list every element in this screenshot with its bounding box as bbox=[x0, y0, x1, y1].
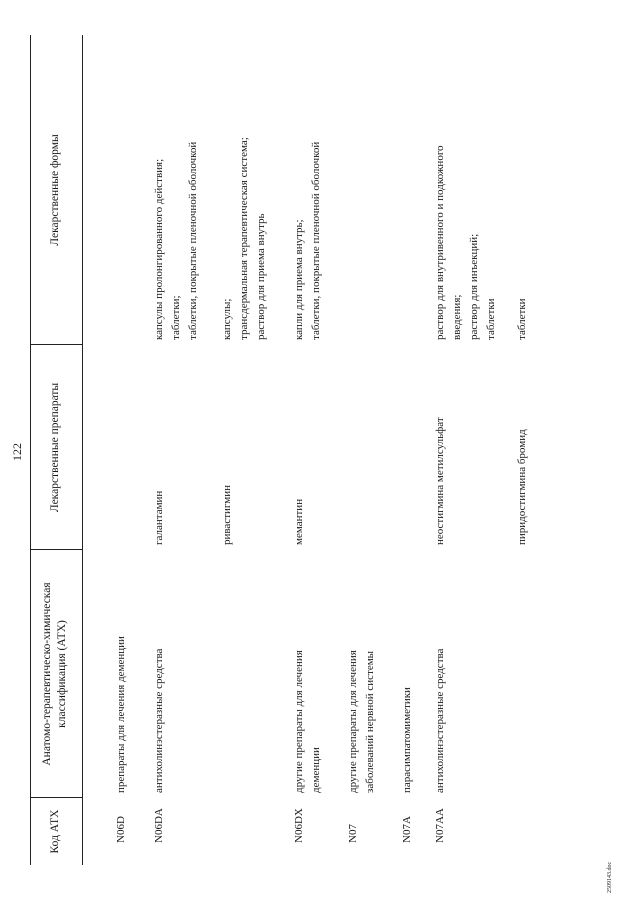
footer-doc-reference: 2509143.doc bbox=[607, 861, 613, 893]
row-code: N07A bbox=[401, 816, 413, 843]
row-drug: галантамин bbox=[153, 490, 165, 545]
row-atc: заболеваний нервной системы bbox=[364, 650, 376, 793]
row-form: капли для приема внутрь; bbox=[293, 219, 305, 340]
row-code: N06D bbox=[115, 816, 127, 843]
row-drug: ривастигмин bbox=[221, 485, 233, 545]
header-forms: Лекарственные формы bbox=[49, 134, 61, 246]
row-code: N06DA bbox=[153, 808, 165, 843]
header-code: Код АТХ bbox=[49, 809, 61, 854]
row-code: N07 bbox=[347, 824, 359, 843]
row-atc: другие препараты для лечения bbox=[293, 650, 305, 793]
row-form: таблетки bbox=[485, 298, 497, 340]
row-atc: другие препараты для лечения bbox=[347, 650, 359, 793]
row-form: раствор для инъекций; bbox=[468, 233, 480, 340]
row-form: капсулы; bbox=[221, 298, 233, 340]
row-atc: препараты для лечения деменции bbox=[115, 636, 127, 793]
row-code: N06DX bbox=[293, 808, 305, 843]
row-form: введения; bbox=[451, 294, 463, 340]
row-atc: деменции bbox=[310, 747, 322, 793]
row-atc: антихолинэстеразные средства bbox=[153, 648, 165, 793]
row-drug: мемантин bbox=[293, 498, 305, 545]
header-drugs: Лекарственные препараты bbox=[49, 382, 61, 513]
row-atc: парасимпатомиметики bbox=[401, 687, 413, 793]
header-atc bbox=[40, 550, 70, 798]
row-atc: антихолинэстеразные средства bbox=[434, 648, 446, 793]
row-form: таблетки, покрытые пленочной оболочкой bbox=[310, 141, 322, 340]
row-form: таблетки, покрытые пленочной оболочкой bbox=[187, 141, 199, 340]
row-form: раствор для внутривенного и подкожного bbox=[434, 145, 446, 340]
page-number: 122 bbox=[10, 443, 24, 461]
row-code: N07AA bbox=[434, 808, 446, 843]
row-form: таблетки; bbox=[170, 295, 182, 340]
row-form: таблетки bbox=[516, 298, 528, 340]
header-bottom-rule bbox=[82, 35, 83, 865]
row-drug: неостигмина метилсульфат bbox=[434, 417, 446, 545]
header-top-rule bbox=[30, 35, 31, 865]
row-drug: пиридостигмина бромид bbox=[516, 429, 528, 545]
row-form: трансдермальная терапевтическая система; bbox=[238, 137, 250, 340]
row-form: раствор для приема внутрь bbox=[255, 213, 267, 340]
row-form: капсулы пролонгированного действия; bbox=[153, 158, 165, 340]
header-atc-text: Анатомо-терапевтическо-химическая классификация (АТХ) bbox=[41, 582, 68, 766]
